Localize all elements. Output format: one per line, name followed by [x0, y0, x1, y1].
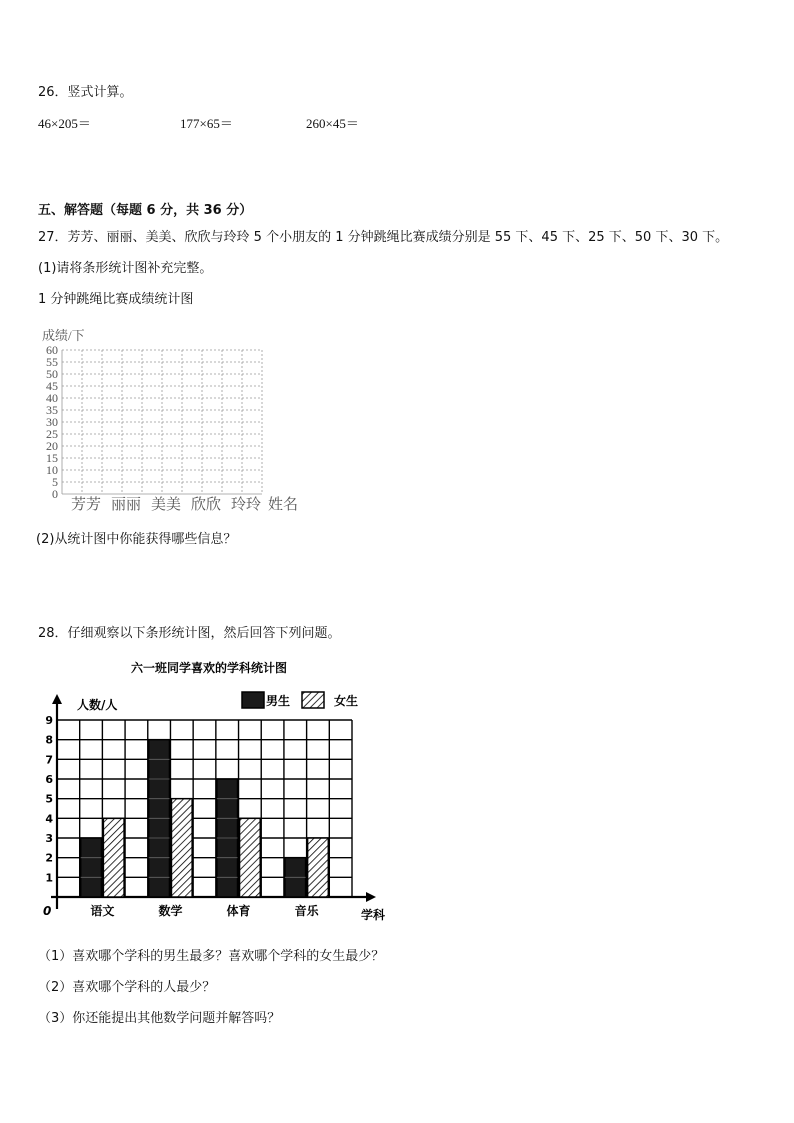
y-axis-arrow [52, 694, 62, 704]
q27-stem: 27．芳芳、丽丽、美美、欣欣与玲玲 5 个小朋友的 1 分钟跳绳比赛成绩分别是 55 下、45 下、25 下、50 下、30 下。 [38, 230, 729, 245]
section-heading: 五、解答题（每题 6 分，共 36 分） [38, 203, 253, 218]
q26-expr-1: 46×205＝ [38, 116, 91, 131]
subject-chart [36, 656, 396, 926]
q27-part1: (1)请将条形统计图补充完整。 [38, 261, 213, 276]
y-tick-label: 5 [45, 792, 53, 806]
q28-question-2: （2）喜欢哪个学科的人最少？ [38, 980, 216, 995]
y-tick-label: 9 [45, 714, 53, 727]
y-tick-label: 30 [46, 415, 58, 429]
bar-girls [240, 818, 261, 897]
y-tick-label: 8 [45, 733, 53, 747]
jump-rope-chart [0, 320, 300, 520]
x-tick-label: 芳芳 [71, 497, 102, 513]
y-tick-label: 7 [45, 753, 53, 767]
bar-boys [81, 838, 102, 897]
y-tick-label: 20 [46, 439, 58, 453]
x-axis-label: 姓名 [268, 497, 299, 513]
x-tick-label: 美美 [151, 497, 182, 513]
q28-question-3: （3）你还能提出其他数学问题并解答吗？ [38, 1011, 281, 1026]
q26-title: 26．竖式计算。 [38, 85, 133, 100]
q26-expr-3: 260×45＝ [306, 116, 359, 131]
x-tick-label: 音乐 [294, 904, 319, 918]
y-tick-label: 2 [45, 851, 53, 865]
y-tick-label: 40 [46, 391, 58, 405]
y-tick-label: 0 [52, 487, 58, 501]
bar-girls [103, 818, 124, 897]
legend-swatch-girls [302, 692, 324, 708]
y-tick-label: 3 [45, 832, 53, 845]
y-axis-label: 成绩/下 [42, 328, 85, 343]
x-tick-label: 数学 [158, 904, 183, 918]
q27-part2: (2)从统计图中你能获得哪些信息？ [36, 532, 237, 547]
q28-question-1: （1）喜欢哪个学科的男生最多？喜欢哪个学科的女生最少？ [38, 949, 385, 964]
legend-label-girls: 女生 [334, 694, 359, 708]
bar-girls [171, 799, 192, 897]
y-tick-label: 60 [46, 343, 58, 357]
x-tick-label: 体育 [226, 904, 251, 918]
chart-title: 六一班同学喜欢的学科统计图 [130, 661, 288, 675]
y-tick-label: 15 [46, 451, 58, 465]
legend-label-boys: 男生 [266, 694, 291, 708]
y-tick-label: 35 [46, 403, 58, 417]
x-tick-label: 欣欣 [191, 497, 222, 513]
y-tick-label: 1 [45, 871, 53, 885]
x-tick-label: 语文 [90, 904, 115, 918]
x-tick-label: 玲玲 [231, 497, 262, 513]
y-tick-label: 55 [46, 355, 58, 369]
bar-girls [308, 838, 329, 897]
x-axis-label: 学科 [361, 908, 386, 922]
y-tick-label: 6 [45, 773, 53, 786]
y-tick-label: 10 [46, 463, 58, 477]
y-tick-label: 4 [45, 812, 53, 826]
origin-label: 0 [43, 904, 52, 918]
q27-chart-title: 1 分钟跳绳比赛成绩统计图 [38, 292, 194, 307]
legend-swatch-boys [242, 692, 264, 708]
y-tick-label: 5 [52, 475, 58, 489]
y-tick-label: 45 [46, 379, 58, 393]
y-axis-label: 人数/人 [77, 698, 118, 712]
y-tick-label: 25 [46, 427, 58, 441]
x-axis-arrow [366, 892, 376, 902]
q28-stem: 28．仔细观察以下条形统计图，然后回答下列问题。 [38, 626, 341, 641]
q26-expr-2: 177×65＝ [180, 116, 233, 131]
y-tick-label: 50 [46, 367, 58, 381]
x-tick-label: 丽丽 [111, 497, 142, 513]
